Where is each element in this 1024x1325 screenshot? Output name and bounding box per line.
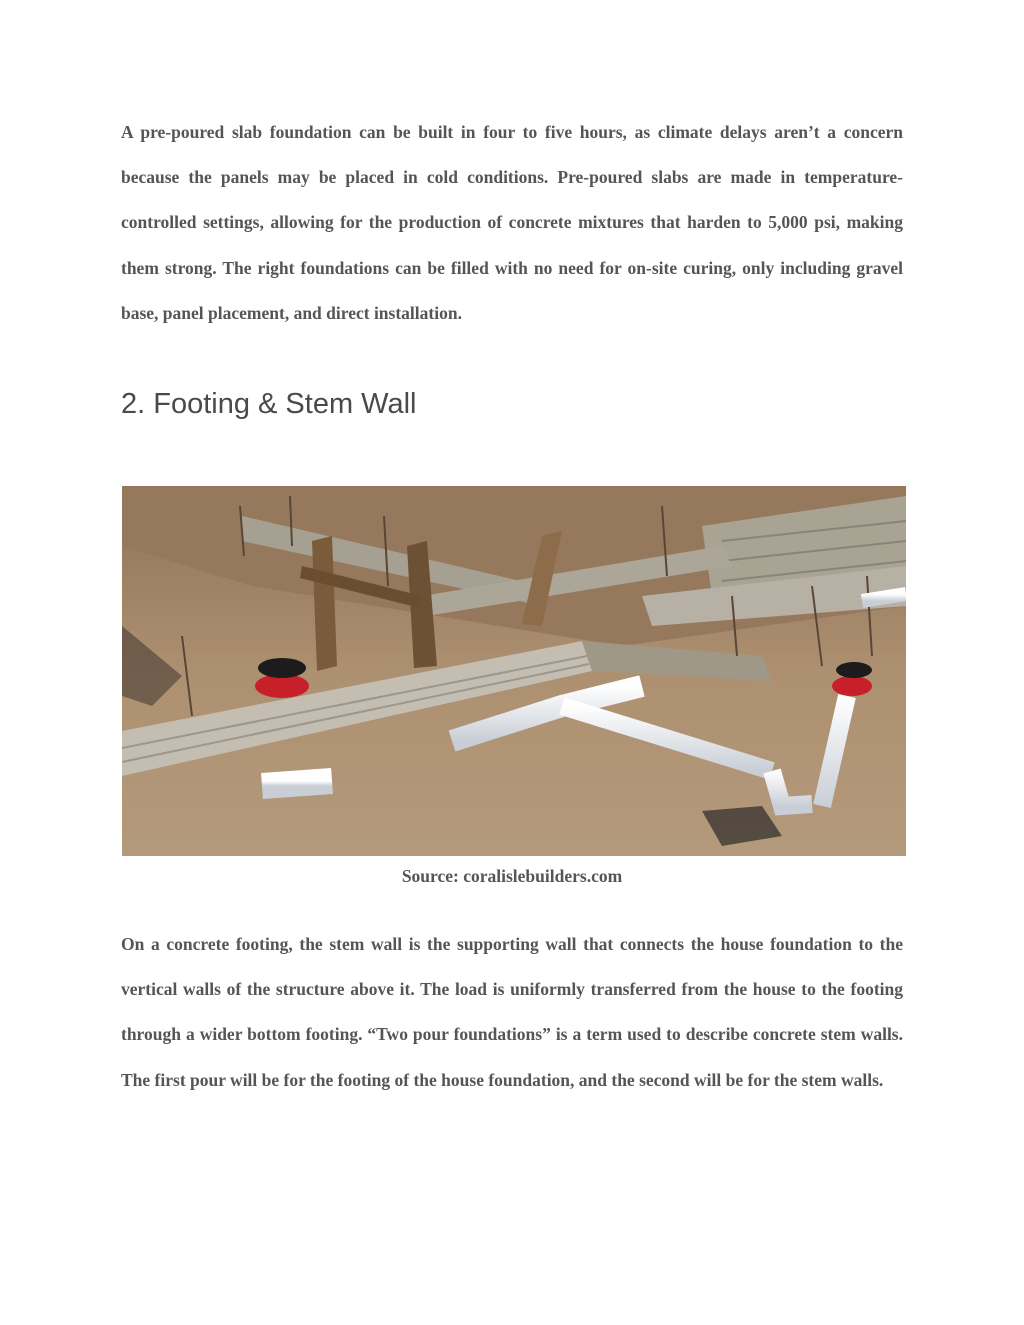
photo-caption: Source: coralislebuilders.com — [401, 866, 623, 886]
stem-wall-paragraph: On a concrete footing, the stem wall is the supporting wall that connects the house foundation to the vertical walls of the structure above it. The load is uniformly transferred from the house to the footing through a wider bottom footing. “Two pour foundations” is a term used to describe concrete stem walls. The first pour will be for the footing of the house foundation, and the second will be for the stem walls. — [121, 934, 903, 1090]
section-heading: 2. Footing & Stem Wall — [121, 388, 417, 420]
slab-foundation-paragraph: A pre-poured slab foundation can be built in four to five hours, as climate delays aren’t a concern because the panels may be placed in cold conditions. Pre-poured slabs are made in temperature-controlled settings, allowing for the production of concrete mixtures that harden to 5,000 psi, making them strong. The right foundations can be filled with no need for on-site curing, only including gravel base, panel placement, and direct installation. — [121, 122, 903, 323]
foundation-photo — [122, 486, 906, 856]
